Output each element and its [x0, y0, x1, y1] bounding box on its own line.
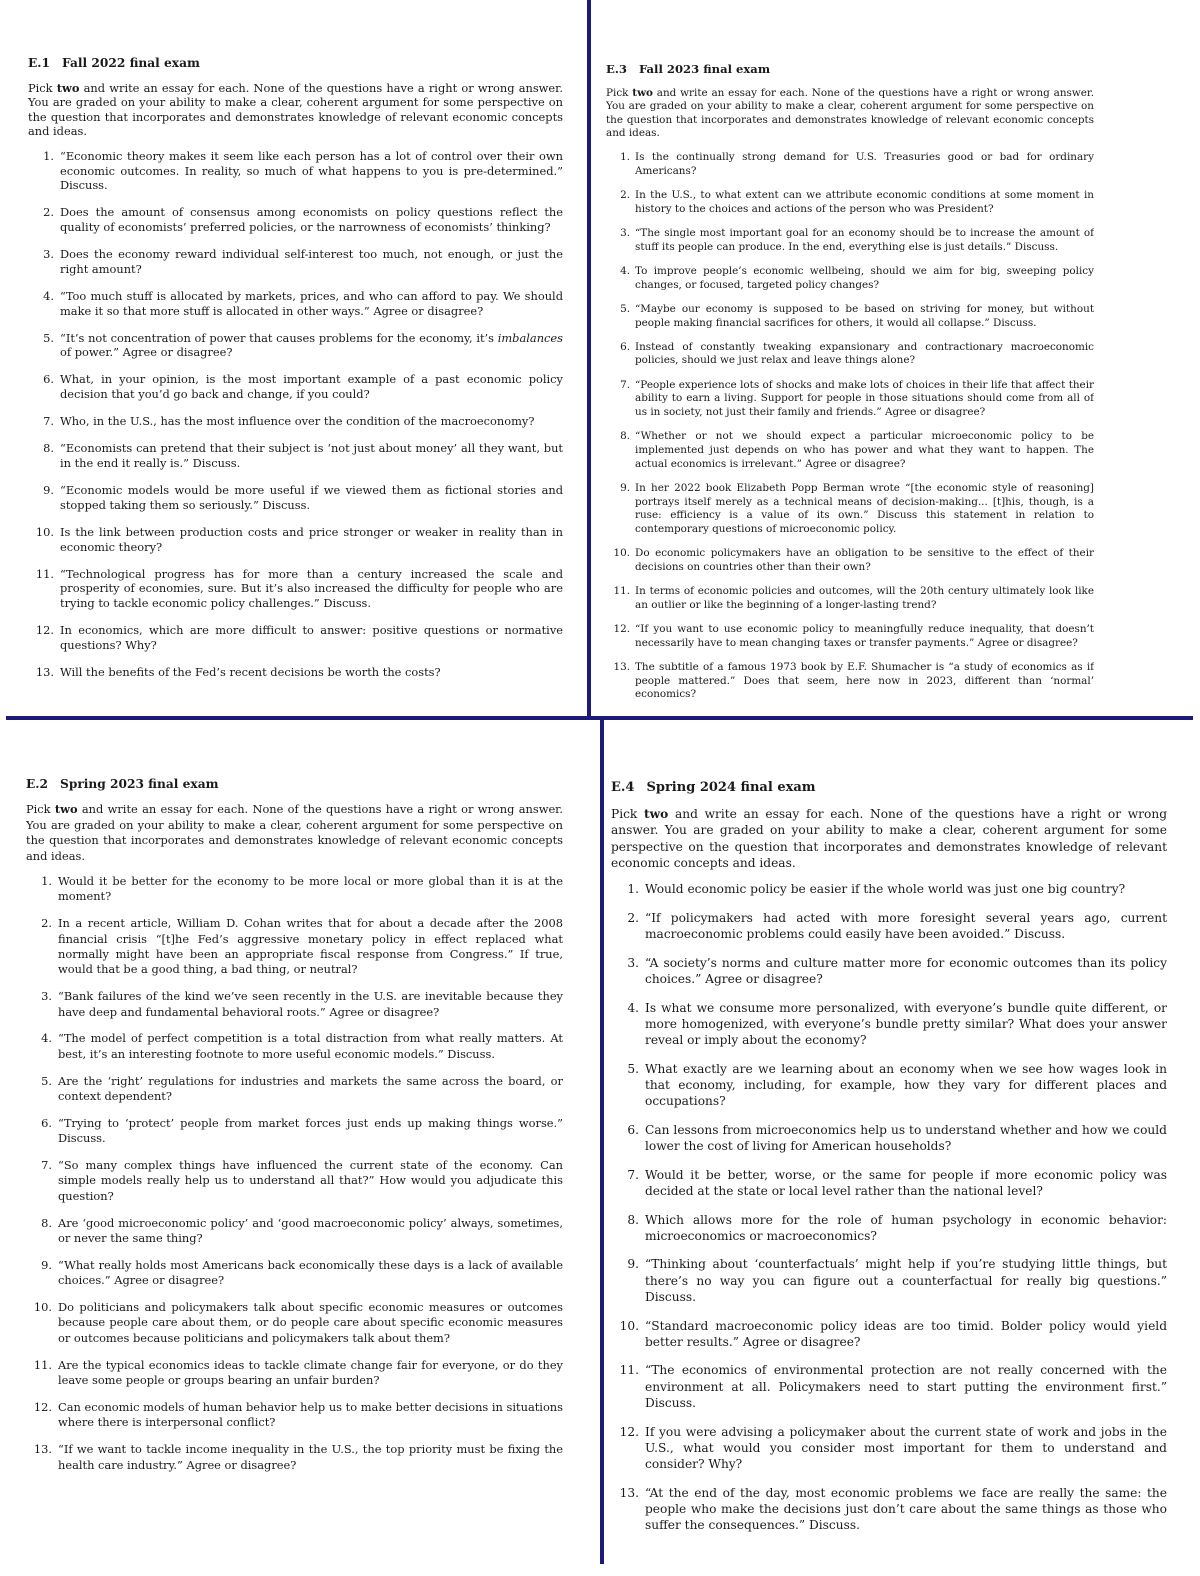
section-heading — [611, 780, 1167, 796]
question-text: Does the economy reward individual self-interest too much, not enough, or just the right amount? — [60, 247, 563, 276]
question-number: 1. — [43, 148, 54, 163]
question-text: “Whether or not we should expect a particular microeconomic policy to be implemented just depends on who has power and what they want to happen. The actual economics is irrelevant.” Agree or disagree? — [635, 430, 1094, 470]
question-number: 2. — [620, 188, 630, 201]
question-text: “Standard macroeconomic policy ideas are too timid. Bolder policy would yield better results.” Agree or disagree? — [645, 1318, 1167, 1349]
question-number: 12. — [613, 623, 630, 636]
question-number: 12. — [33, 1399, 52, 1414]
question-text: In a recent article, William D. Cohan writes that for about a decade after the 2008 financial crisis “[t]he Fed’s aggressive monetary policy in effect replaced what normally might have been an appropriate fiscal response from Congress.” If true, would that be a good thing, a bad thing, or neutral? — [58, 916, 563, 977]
question-number: 9. — [41, 1257, 52, 1272]
question-text: Would economic policy be easier if the whole world was just one big country? — [645, 882, 1126, 897]
question-text: “The model of perfect competition is a total distraction from what really matters. At best, it’s an interesting footnote to more useful economic models.” Discuss. — [58, 1031, 563, 1061]
section-title: Fall 2023 final exam — [638, 63, 771, 76]
question-item — [611, 1424, 1167, 1473]
question-number: 5. — [43, 330, 54, 345]
question-item — [28, 441, 563, 470]
question-item — [28, 372, 563, 401]
question-text: Do politicians and policymakers talk about specific economic measures or outcomes because people care about them, or do people care about specific economic measures or outcomes because politicians and policymakers talk about them? — [58, 1300, 563, 1345]
question-item — [28, 414, 563, 429]
question-text: “People experience lots of shocks and make lots of choices in their life that affect their ability to earn a living. Support for people in those situations should come from all of us in society, not just their family and friends.” Agree or disagree? — [635, 378, 1094, 419]
instructions: Pick two and write an essay for each. None of the questions have a right or wrong answer. You are graded on your ability to make a clear, coherent argument for some perspective on the question that incorporates and demonstrates knowledge of relevant economic concepts and ideas. — [611, 807, 1167, 870]
question-number: 5. — [627, 1061, 639, 1076]
exam-section-e1 — [28, 56, 563, 692]
instructions: Pick two and write an essay for each. None of the questions have a right or wrong answer. You are graded on your ability to make a clear, coherent argument for some perspective on the question that incorporates and demonstrates knowledge of relevant economic concepts and ideas. — [28, 80, 563, 139]
question-number: 9. — [620, 482, 630, 495]
vertical-divider-top — [587, 0, 591, 720]
question-item — [606, 227, 1094, 254]
question-number: 3. — [620, 226, 630, 239]
question-item — [28, 247, 563, 276]
question-text: Are the ‘right’ regulations for industries and markets the same across the board, or context dependent? — [58, 1073, 563, 1104]
instructions: Pick two and write an essay for each. None of the questions have a right or wrong answer. You are graded on your ability to make a clear, coherent argument for some perspective on the question that incorporates and demonstrates knowledge of relevant economic concepts and ideas. — [606, 86, 1094, 140]
question-item — [28, 665, 563, 680]
question-number: 11. — [35, 566, 54, 581]
question-list — [611, 881, 1167, 1533]
section-heading — [26, 777, 563, 792]
question-number: 12. — [35, 623, 54, 638]
question-text: “The single most important goal for an economy should be to increase the amount of stuff its people can produce. In the end, everything else is just details.” Discuss. — [635, 226, 1094, 253]
question-text: “Economists can pretend that their subject is ‘not just about money’ all they want, but in the end it really is.” Discuss. — [60, 441, 563, 471]
question-item — [611, 955, 1167, 987]
question-number: 7. — [627, 1167, 639, 1182]
question-number: 8. — [41, 1215, 52, 1230]
question-text: “Economic models would be more useful if we viewed them as fictional stories and stopped taking them so seriously.” Discuss. — [60, 483, 563, 512]
question-text: “Trying to ‘protect’ people from market forces just ends up making things worse.” Discuss. — [58, 1115, 563, 1146]
question-text: “If you want to use economic policy to meaningfully reduce inequality, that doesn’t necessarily have to mean changing taxes or transfer payments.” Agree or disagree? — [635, 623, 1094, 649]
question-item — [606, 265, 1094, 292]
question-number: 1. — [620, 150, 630, 163]
question-number: 10. — [35, 525, 54, 539]
question-item — [611, 1362, 1167, 1411]
question-number: 11. — [33, 1357, 52, 1372]
question-number: 7. — [41, 1158, 52, 1173]
question-item — [28, 567, 563, 611]
question-number: 11. — [619, 1363, 639, 1378]
question-item — [611, 1000, 1167, 1049]
section-heading — [606, 63, 1094, 77]
question-item — [26, 989, 563, 1020]
question-text: “Technological progress has for more than a century increased the scale and prosperity of economies, sure. But it’s also increased the difficulty for people who are trying to tackle economic policy challenges.” Discuss. — [60, 566, 563, 610]
question-number: 6. — [620, 340, 630, 353]
question-number: 2. — [41, 916, 52, 931]
question-item — [26, 1258, 563, 1289]
question-number: 8. — [627, 1212, 639, 1227]
question-text: In the U.S., to what extent can we attribute economic conditions at some moment in history to the choices and actions of the person who was President? — [635, 188, 1094, 215]
question-text: The subtitle of a famous 1973 book by E.F. Shumacher is “a study of economics as if people mattered.” Does that seem, here now in 2023, different than ‘normal’ economics? — [635, 661, 1094, 701]
section-number: E.1 — [28, 56, 51, 70]
question-text: “If we want to tackle income inequality in the U.S., the top priority must be fixing the health care industry.” Agree or disagree? — [58, 1442, 563, 1472]
question-text: Would it be better, worse, or the same for people if more economic policy was decided at the state or local level rather than the national level? — [645, 1167, 1167, 1198]
question-text: Is the link between production costs and price stronger or weaker in reality than in economic theory? — [60, 525, 563, 554]
question-item — [26, 1031, 563, 1062]
question-text: “A society’s norms and culture matter more for economic outcomes than its policy choices.” Agree or disagree? — [645, 955, 1167, 986]
question-number: 13. — [35, 664, 54, 679]
question-number: 13. — [33, 1442, 52, 1457]
question-text: “At the end of the day, most economic problems we face are really the same: the people who make the decisions just don’t care about the same things as those who suffer the consequences.” Discuss. — [645, 1485, 1167, 1533]
question-text: Instead of constantly tweaking expansionary and contractionary macroeconomic policies, should we just relax and leave things alone? — [635, 340, 1094, 367]
question-number: 8. — [43, 441, 54, 456]
question-number: 3. — [43, 247, 54, 262]
question-text: Can lessons from microeconomics help us to understand whether and how we could lower the cost of living for American households? — [645, 1122, 1167, 1153]
question-item — [28, 289, 563, 318]
question-number: 8. — [620, 430, 630, 443]
exam-section-e2 — [26, 777, 563, 1484]
question-text: Is the continually strong demand for U.S. Treasuries good or bad for ordinary Americans? — [635, 150, 1094, 177]
question-text: Is what we consume more personalized, with everyone’s bundle quite different, or more homogenized, with everyone’s bundle pretty similar? What does your answer reveal or imply about the economy? — [645, 1000, 1167, 1047]
question-text: Do economic policymakers have an obligation to be sensitive to the effect of their decisions on countries other than their own? — [635, 547, 1094, 573]
question-item — [26, 1074, 563, 1105]
section-title: Spring 2023 final exam — [60, 777, 219, 791]
question-item — [611, 1212, 1167, 1244]
question-text: Does the amount of consensus among economists on policy questions reflect the quality of economists’ preferred policies, or the narrowness of economists’ thinking? — [60, 205, 563, 234]
question-item — [26, 916, 563, 978]
exam-section-e3 — [606, 63, 1094, 713]
question-number: 12. — [619, 1424, 639, 1439]
section-number: E.3 — [606, 63, 627, 76]
question-item — [26, 1442, 563, 1473]
question-item — [611, 1061, 1167, 1110]
question-item — [611, 881, 1167, 897]
question-number: 7. — [43, 414, 54, 429]
question-text: In her 2022 book Elizabeth Popp Berman wrote “[the economic style of reasoning] portrays itself merely as a technical means of decision-making... [t]his, though, is a ruse: efficiency is a value of its own.” Discuss this statement in relation to contemporary questions of microeconomic policy. — [635, 482, 1094, 535]
question-item — [28, 623, 563, 652]
question-text: “Economic theory makes it seem like each person has a lot of control over their own economic outcomes. In reality, so much of what happens to you is pre-determined.” Discuss. — [60, 148, 563, 193]
question-number: 9. — [627, 1257, 639, 1272]
question-text: Can economic models of human behavior help us to make better decisions in situations where there is interpersonal conflict? — [58, 1399, 563, 1430]
question-number: 4. — [620, 264, 630, 277]
section-title: Fall 2022 final exam — [62, 56, 200, 70]
question-number: 6. — [41, 1115, 52, 1130]
question-item — [26, 874, 563, 905]
question-number: 13. — [619, 1485, 639, 1500]
question-text: “If policymakers had acted with more foresight several years ago, current macroeconomic problems could easily have been avoided.” Discuss. — [645, 910, 1167, 941]
question-number: 5. — [41, 1073, 52, 1088]
question-list — [28, 149, 563, 680]
question-list — [606, 151, 1094, 702]
question-item — [606, 379, 1094, 420]
section-number: E.2 — [26, 777, 49, 791]
section-heading — [28, 56, 563, 71]
question-item — [611, 1318, 1167, 1350]
question-number: 6. — [43, 372, 54, 387]
section-title: Spring 2024 final exam — [646, 780, 816, 795]
question-item — [606, 341, 1094, 368]
instructions: Pick two and write an essay for each. None of the questions have a right or wrong answer. You are graded on your ability to make a clear, coherent argument for some perspective on the question that incorporates and demonstrates knowledge of relevant economic concepts and ideas. — [26, 802, 563, 863]
question-item — [26, 1358, 563, 1389]
exam-section-e4 — [611, 780, 1167, 1546]
question-text: “What really holds most Americans back economically these days is a lack of available choices.” Agree or disagree? — [58, 1257, 563, 1288]
question-text: What, in your opinion, is the most important example of a past economic policy decision that you’d go back and change, if you could? — [60, 372, 563, 402]
question-text: If you were advising a policymaker about the current state of work and jobs in the U.S., what would you consider most important for them to understand and consider? Why? — [645, 1424, 1167, 1471]
question-number: 4. — [627, 1000, 639, 1015]
question-number: 1. — [627, 882, 639, 897]
question-text: Which allows more for the role of human psychology in economic behavior: microeconomics or macroeconomics? — [645, 1212, 1167, 1243]
question-item — [28, 205, 563, 234]
question-item — [611, 1256, 1167, 1305]
question-item — [26, 1116, 563, 1147]
question-text: Are ‘good microeconomic policy’ and ‘good macroeconomic policy’ always, sometimes, or never the same thing? — [58, 1215, 563, 1246]
question-list — [26, 874, 563, 1473]
question-item — [28, 525, 563, 554]
question-number: 6. — [627, 1122, 639, 1137]
question-item — [26, 1158, 563, 1204]
question-item — [26, 1216, 563, 1247]
question-item — [606, 623, 1094, 650]
question-text: “So many complex things have influenced the current state of the economy. Can simple models really help us to understand all that?” How would you adjudicate this question? — [58, 1158, 563, 1203]
question-number: 9. — [43, 483, 54, 498]
question-text: “Too much stuff is allocated by markets, prices, and who can afford to pay. We should make it so that more stuff is allocated in other ways.” Agree or disagree? — [60, 288, 563, 318]
question-number: 4. — [43, 288, 54, 303]
question-number: 10. — [33, 1300, 52, 1315]
question-item — [26, 1300, 563, 1346]
question-number: 2. — [43, 205, 54, 220]
question-item — [606, 303, 1094, 330]
question-item — [606, 430, 1094, 471]
question-number: 10. — [619, 1318, 639, 1333]
question-item — [28, 483, 563, 512]
question-number: 2. — [627, 910, 639, 925]
question-item — [606, 189, 1094, 216]
question-item — [28, 331, 563, 360]
vertical-divider-bottom — [600, 716, 604, 1564]
question-number: 11. — [613, 585, 630, 598]
question-number: 4. — [41, 1031, 52, 1046]
question-text: In terms of economic policies and outcomes, will the 20th century ultimately look like an outlier or like the beginning of a longer-lasting trend? — [635, 585, 1094, 611]
question-text: Are the typical economics ideas to tackle climate change fair for everyone, or do they leave some people or groups bearing an unfair burden? — [58, 1357, 563, 1388]
section-number: E.4 — [611, 780, 635, 795]
question-text: “Maybe our economy is supposed to be based on striving for money, but without people making financial sacrifices for others, it would all collapse.” Discuss. — [635, 302, 1094, 329]
question-text: To improve people’s economic wellbeing, should we aim for big, sweeping policy changes, or focused, targeted policy changes? — [635, 264, 1094, 291]
question-item — [606, 151, 1094, 178]
question-item — [606, 547, 1094, 574]
question-text: Would it be better for the economy to be more local or more global than it is at the moment? — [58, 874, 563, 904]
question-number: 13. — [613, 661, 630, 674]
question-item — [611, 1167, 1167, 1199]
question-item — [606, 482, 1094, 536]
question-text: “The economics of environmental protection are not really concerned with the environment at all. Policymakers need to start putting the environment first.” Discuss. — [645, 1363, 1167, 1410]
question-text: What exactly are we learning about an economy when we see how wages look in that economy, including, for example, how they vary for different places and occupations? — [645, 1061, 1167, 1109]
question-item — [611, 910, 1167, 942]
question-text: “Thinking about ‘counterfactuals’ might help if you’re studying little things, but there’s no way you can figure out a counterfactual for really big questions.” Discuss. — [645, 1257, 1167, 1304]
question-number: 5. — [620, 302, 630, 315]
question-item — [26, 1400, 563, 1431]
question-text: “Bank failures of the kind we’ve seen recently in the U.S. are inevitable because they have deep and fundamental behavioral roots.” Agree or disagree? — [58, 989, 563, 1019]
question-item — [606, 585, 1094, 612]
question-number: 7. — [620, 378, 630, 391]
question-number: 3. — [627, 955, 639, 970]
question-text: In economics, which are more difficult to answer: positive questions or normative questions? Why? — [60, 623, 563, 652]
question-item — [611, 1122, 1167, 1154]
question-item — [611, 1485, 1167, 1534]
question-number: 3. — [41, 989, 52, 1004]
question-item — [28, 149, 563, 193]
question-text: Who, in the U.S., has the most influence over the condition of the macroeconomy? — [60, 414, 535, 429]
question-number: 1. — [41, 874, 52, 889]
question-text: Will the benefits of the Fed’s recent decisions be worth the costs? — [60, 664, 441, 679]
question-number: 10. — [613, 547, 630, 560]
question-item — [606, 661, 1094, 702]
question-text: “It’s not concentration of power that causes problems for the economy, it’s imbalances of power.” Agree or disagree? — [60, 330, 563, 360]
